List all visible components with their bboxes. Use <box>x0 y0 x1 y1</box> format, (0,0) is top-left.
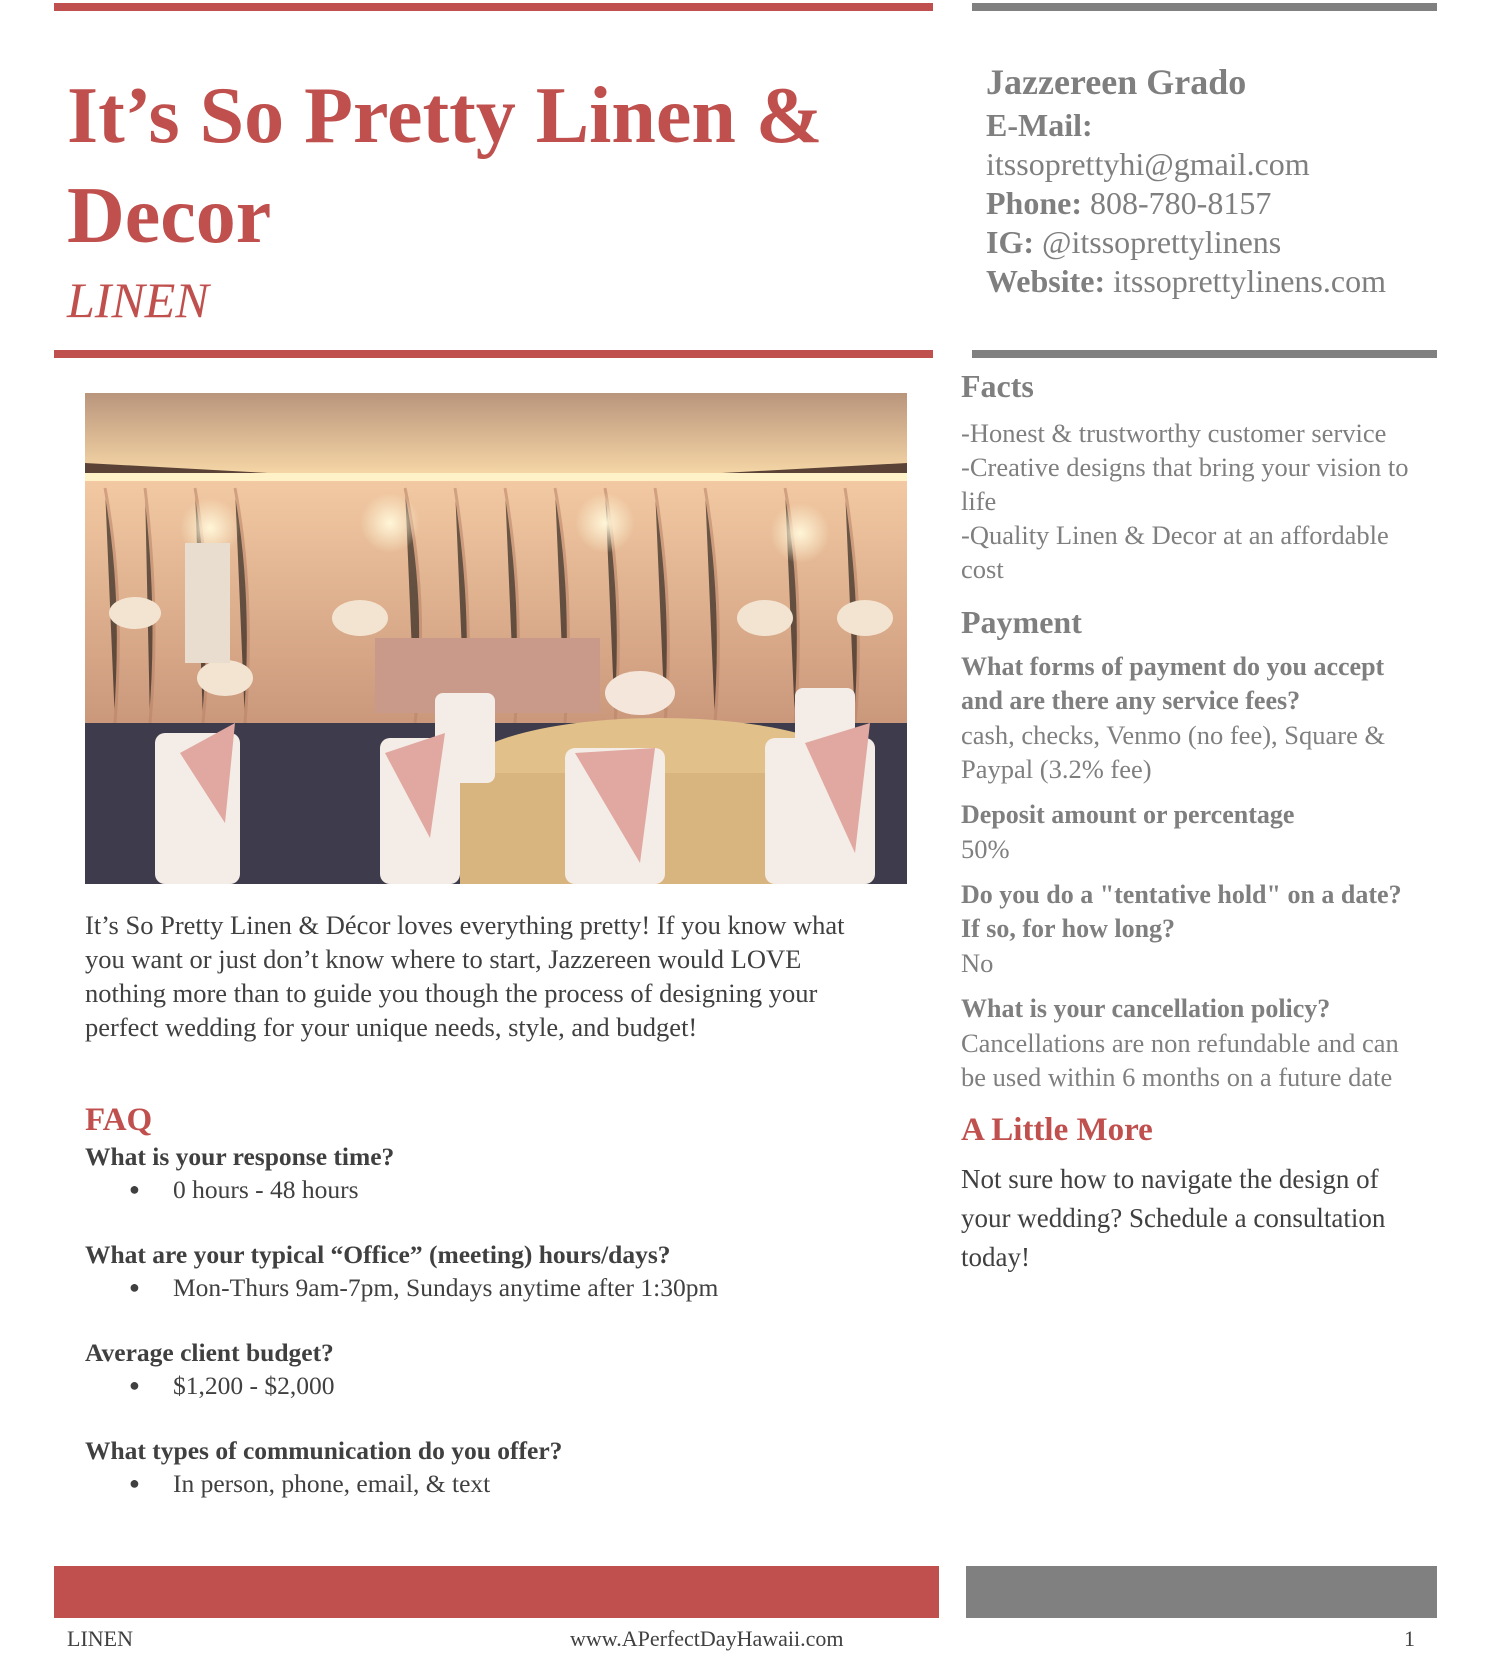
website-label: Website: <box>986 263 1106 299</box>
payment-answer: Cancellations are non refundable and can be used within 6 months on a future date <box>961 1028 1399 1092</box>
payment-answer: cash, checks, Venmo (no fee), Square & Paypal (3.2% fee) <box>961 720 1386 784</box>
footer-left-label: LINEN <box>67 1626 133 1651</box>
footer-bar-left <box>54 1566 939 1618</box>
right-column <box>961 364 1411 1277</box>
header-rule-right <box>972 350 1437 358</box>
fact-item: -Honest & trustworthy customer service <box>961 418 1387 448</box>
top-rule-right <box>972 3 1437 11</box>
faq-item <box>85 1434 915 1500</box>
payment-question: What forms of payment do you accept and are there any service fees? <box>961 652 1385 715</box>
email-label: E-Mail: <box>986 107 1093 143</box>
footer-page-number: 1 <box>1404 1626 1415 1651</box>
top-rule-left <box>54 3 933 11</box>
faq-item <box>85 1140 915 1206</box>
website-link[interactable]: itssoprettylinens.com <box>1113 263 1386 299</box>
faq-question: What types of communication do you offer? <box>85 1436 563 1465</box>
venue-photo <box>85 393 907 884</box>
header-rule-left <box>54 350 933 358</box>
page-subtitle: LINEN <box>67 272 209 328</box>
ig-link[interactable]: @itssoprettylinens <box>1042 224 1282 260</box>
faq-heading: FAQ <box>85 1102 153 1138</box>
fact-item: -Creative designs that bring your vision to life <box>961 452 1409 516</box>
payment-question: Deposit amount or percentage <box>961 800 1295 829</box>
payment-answer: 50% <box>961 834 1010 864</box>
payment-heading: Payment <box>961 604 1082 640</box>
faq-section <box>85 1100 915 1532</box>
footer-website[interactable]: www.APerfectDayHawaii.com <box>570 1626 844 1651</box>
intro-paragraph: It’s So Pretty Linen & Décor loves everything pretty! If you know what you want or just don’t know where to start, Jazzereen would LOVE nothing more than to guide you though the process of designing your perfect wedding for your unique needs, style, and budget! <box>85 910 845 1042</box>
faq-answer: ● Mon-Thurs 9am-7pm, Sundays anytime after 1:30pm <box>85 1271 915 1304</box>
more-text: Not sure how to navigate the design of your wedding? Schedule a consultation today! <box>961 1164 1386 1272</box>
faq-item <box>85 1336 915 1402</box>
payment-answer: No <box>961 948 994 978</box>
contact-name: Jazzereen Grado <box>986 62 1247 102</box>
faq-question: What is your response time? <box>85 1142 395 1171</box>
fact-item: -Quality Linen & Decor at an affordable cost <box>961 520 1389 584</box>
faq-answer: ● $1,200 - $2,000 <box>85 1369 915 1402</box>
payment-question: Do you do a "tentative hold" on a date? If so, for how long? <box>961 880 1402 943</box>
phone-value[interactable]: 808-780-8157 <box>1090 185 1272 221</box>
footer-bar-right <box>966 1566 1437 1618</box>
contact-block <box>986 58 1466 301</box>
faq-answer: ● 0 hours - 48 hours <box>85 1173 915 1206</box>
more-heading: A Little More <box>961 1112 1153 1148</box>
phone-label: Phone: <box>986 185 1082 221</box>
faq-item <box>85 1238 915 1304</box>
ig-label: IG: <box>986 224 1034 260</box>
payment-question: What is your cancellation policy? <box>961 994 1331 1023</box>
facts-heading: Facts <box>961 368 1034 404</box>
faq-question: What are your typical “Office” (meeting) hours/days? <box>85 1240 671 1269</box>
email-link[interactable]: itssoprettyhi@gmail.com <box>986 146 1310 182</box>
faq-answer: ● In person, phone, email, & text <box>85 1467 915 1500</box>
faq-question: Average client budget? <box>85 1338 334 1367</box>
page-title: It’s So Pretty Linen & Decor <box>67 72 823 260</box>
